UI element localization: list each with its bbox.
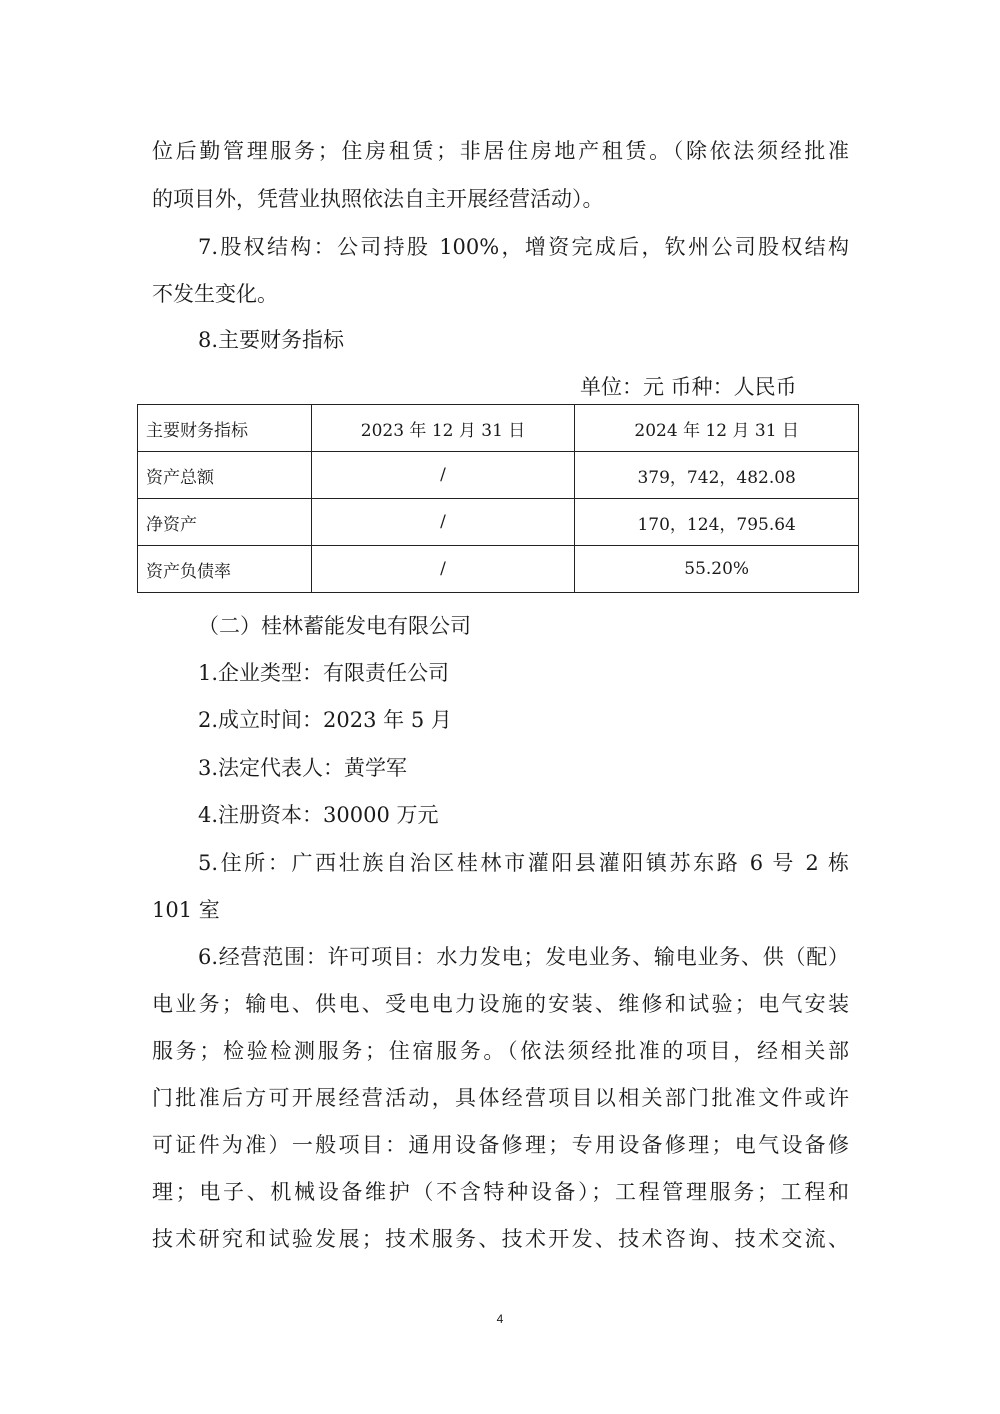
table-row	[138, 546, 859, 593]
text-line-company-type: 1.企业类型：有限责任公司	[198, 661, 450, 685]
text-line-scope-5: 可证件为准）一般项目：通用设备修理；专用设备修理；电气设备修	[152, 1133, 849, 1157]
table-header-row	[138, 405, 859, 452]
section-heading-company: （二）桂林蓄能发电有限公司	[198, 614, 471, 638]
table-cell: 55.20%	[575, 546, 859, 593]
text-line-address-cont: 101 室	[152, 898, 220, 922]
section-heading-financial: 8.主要财务指标	[198, 328, 345, 352]
text-line-scope-4: 门批准后方可开展经营活动，具体经营项目以相关部门批准文件或许	[152, 1086, 849, 1110]
text-line-legal-rep: 3.法定代表人：黄学军	[198, 756, 408, 780]
unit-currency-note: 单位：元 币种：人民币	[580, 375, 797, 399]
text-line-scope-2: 电业务；输电、供电、受电电力设施的安装、维修和试验；电气安装	[152, 992, 849, 1016]
header-cell: 2023 年 12 月 31 日	[311, 405, 575, 452]
text-line-scope-6: 理；电子、机械设备维护（不含特种设备）；工程管理服务；工程和	[152, 1180, 849, 1204]
text-line-1: 位后勤管理服务；住房租赁；非居住房地产租赁。（除依法须经批准	[152, 139, 849, 163]
table-cell: /	[311, 499, 575, 546]
header-cell: 2024 年 12 月 31 日	[575, 405, 859, 452]
table-cell: /	[311, 452, 575, 499]
text-line-capital: 4.注册资本：30000 万元	[198, 803, 439, 827]
text-line-address: 5.住所：广西壮族自治区桂林市灌阳县灌阳镇苏东路 6 号 2 栋	[198, 851, 849, 875]
table-cell: 379，742，482.08	[575, 452, 859, 499]
text-line-scope-3: 服务；检验检测服务；住宿服务。（依法须经批准的项目，经相关部	[152, 1039, 849, 1063]
text-line-founded: 2.成立时间：2023 年 5 月	[198, 708, 452, 732]
text-line-4: 不发生变化。	[152, 282, 278, 306]
table-row	[138, 452, 859, 499]
financial-table	[137, 404, 859, 593]
text-line-2: 的项目外，凭营业执照依法自主开展经营活动）。	[152, 187, 604, 211]
text-line-scope-7: 技术研究和试验发展；技术服务、技术开发、技术咨询、技术交流、	[152, 1227, 849, 1251]
table-cell: /	[311, 546, 575, 593]
table-cell: 净资产	[138, 499, 312, 546]
text-line-3: 7.股权结构：公司持股 100%，增资完成后，钦州公司股权结构	[198, 235, 849, 259]
table-row	[138, 499, 859, 546]
table-cell: 170，124，795.64	[575, 499, 859, 546]
page-number: 4	[496, 1312, 504, 1326]
header-cell: 主要财务指标	[138, 405, 312, 452]
table-cell: 资产负债率	[138, 546, 312, 593]
table-cell: 资产总额	[138, 452, 312, 499]
text-line-scope-1: 6.经营范围：许可项目：水力发电；发电业务、输电业务、供（配）	[198, 945, 849, 969]
